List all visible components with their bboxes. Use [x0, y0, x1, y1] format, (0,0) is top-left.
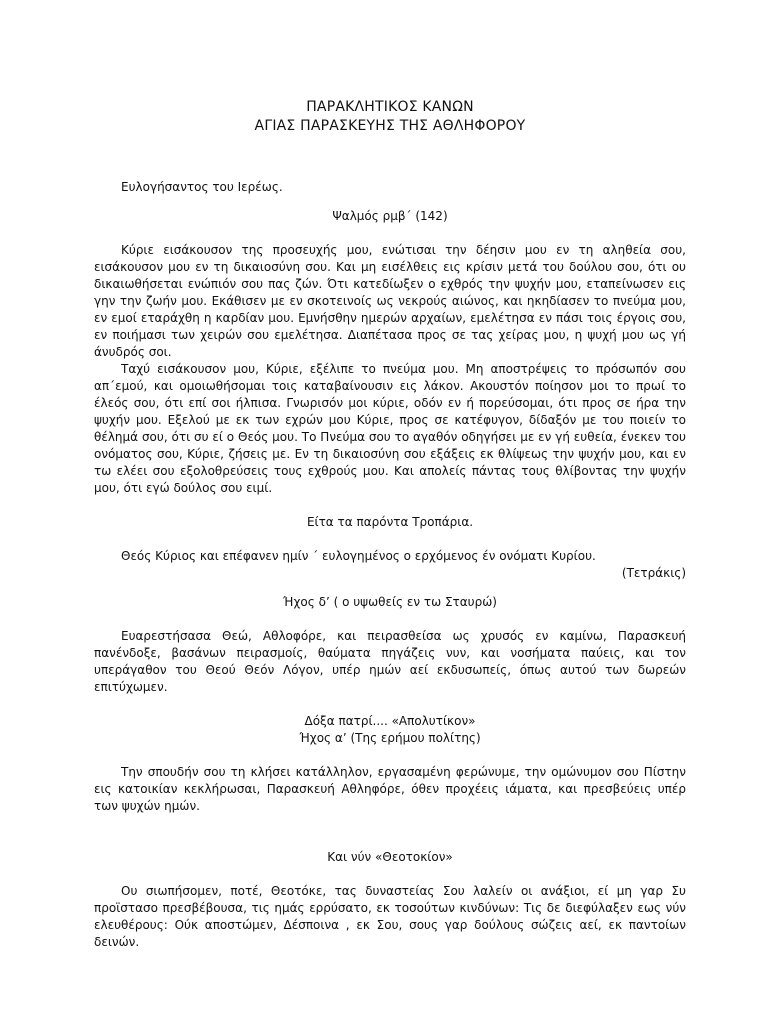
- document-body: [94, 98, 686, 951]
- theotokion-heading: Και νύν «Θεοτοκίον»: [327, 850, 453, 864]
- psalm-paragraph-2: Ταχύ εισάκουσον μου, Κύριε, εξέλιπε το πνεύμα μου. Μη αποστρέψεις το πρόσωπόν σου απ΄εμού, και ομοιωθήσομαι τοις καταβαίνουσιν εις λάκον. Ακουστόν ποίησον μοι το πρωί το έλεός σου, ότι επί σοι ήλπισα. Γνωρισόν μοι κύριε, οδόν εν ή πορεύσομαι, ότι προς σε ήρα την ψυχήν μου. Εξελού με εκ των εχρών μου Κύριε, προς σε κατέφυγον, δίδαξόν με του ποιείν το θέλημά σου, ότι συ εί ο Θεός μου. Το Πνεύμα σου το αγαθόν οδηγήσει με εν γή ευθεία, ένεκεν του ονόματος σου, Κύριε, ζήσεις με. Εν τη δικαιοσύνη σου εξάξεις εκ θλίψεως την ψυχήν μου, και εν τω ελέει σου εξολοθρεύσεις τους εχθρούς μου. Και απολείς πάντας τους θλίβοντας την ψυχήν μου, ότι εγώ δούλος σου ειμί.: [94, 362, 686, 495]
- echos-d-text: Ευαρεστήσασα Θεώ, Αθλοφόρε, και πειρασθείσα ως χρυσός εν καμίνω, Παρασκευή πανένδοξε, βασάνων πειρασμοίς, θαύματα πηγάζεις νυν, και νοσήματα παύεις, και τον υπεράγαθον του Θεού Θεόν Λόγον, υπέρ ημών αεί εκδυσωπείς, όπως αυτού των δωρεών επιτύχωμεν.: [94, 629, 686, 694]
- repeat-note: (Τετράκις): [621, 566, 686, 580]
- psalm-paragraph-1: Κύριε εισάκουσον της προσευχής μου, ενώτισαι την δέησιν μου εν τη αληθεία σου, εισάκουσον μου εν τη δικαιοσύνη σου. Και μη εισέλθεις εις κρίσιν μετά του δούλου σου, ότι ου δικαιωθήσεται ενώπιόν σου πας ζών. Ότι κατεδίωξεν ο εχθρός την ψυχήν μου, εταπείνωσεν εις γην την ζωήν μου. Εκάθισεν με εν σκοτεινοίς ως νεκρούς αιώνος, και ηκηδίασεν το πνεύμα μου, εν εμοί εταράχθη η καρδίαν μου. Εμνήσθην ημερών αρχαίων, εμελέτησα εν πάσι τοις έργοις σου, εν ποιήμασι των χειρών σου εμελέτησα. Διαπέτασα προς σε τας χείρας μου, η ψυχή μου ως γή άνυδρός σοι.: [94, 243, 686, 359]
- title-line-1: ΠΑΡΑΚΛΗΤΙΚΟΣ ΚΑΝΩΝ: [306, 99, 474, 115]
- apolytikion-tone: Ήχος α’ (Της ερήμου πολίτης): [299, 731, 481, 745]
- psalm-heading: Ψαλμός ρμβ΄ (142): [332, 209, 448, 223]
- theotokion-text: Ου σιωπήσομεν, ποτέ, Θεοτόκε, τας δυναστείας Σου λαλείν οι ανάξιοι, εί μη γαρ Συ προϊστασο πρεσβέβουσα, τις ημάς ερρύσατο, εκ τοσούτων κινδύνων: Τις δε διεφύλαξεν εως νύν ελευθέρους: Ούκ αποστώμεν, Δέσποινα , εκ Σου, σους γαρ δούλους σώζεις αεί, εκ παντοίων δεινών.: [94, 884, 686, 949]
- theos-kyrios-text: Θεός Κύριος και επέφανεν ημίν ΄ ευλογημένος ο ερχόμενος έν ονόματι Κυρίου.: [121, 549, 596, 563]
- apolytikion-text: Την σπουδήν σου τη κλήσει κατάλληλον, εργασαμένη φερώνυμε, την ομώνυμον σου Πίστην εις κατοικίαν κεκλήρωσαι, Παρασκευή Αθληφόρε, όθεν προχέεις ιάματα, και πρεσβεύεις υπέρ των ψυχών ημών.: [94, 765, 686, 813]
- document-title: [94, 98, 686, 136]
- title-line-2: ΑΓΙΑΣ ΠΑΡΑΣΚΕΥΗΣ ΤΗΣ ΑΘΛΗΦΟΡΟΥ: [254, 118, 526, 134]
- apolytikion-heading: Δόξα πατρί.... «Απολυτίκον»: [304, 714, 476, 728]
- troparia-heading: Είτα τα παρόντα Τροπάρια.: [306, 515, 474, 529]
- intro-line: Ευλογήσαντος του Ιερέως.: [121, 180, 283, 194]
- echos-d-heading: Ήχος δ’ ( ο υψωθείς εν τω Σταυρώ): [283, 595, 497, 609]
